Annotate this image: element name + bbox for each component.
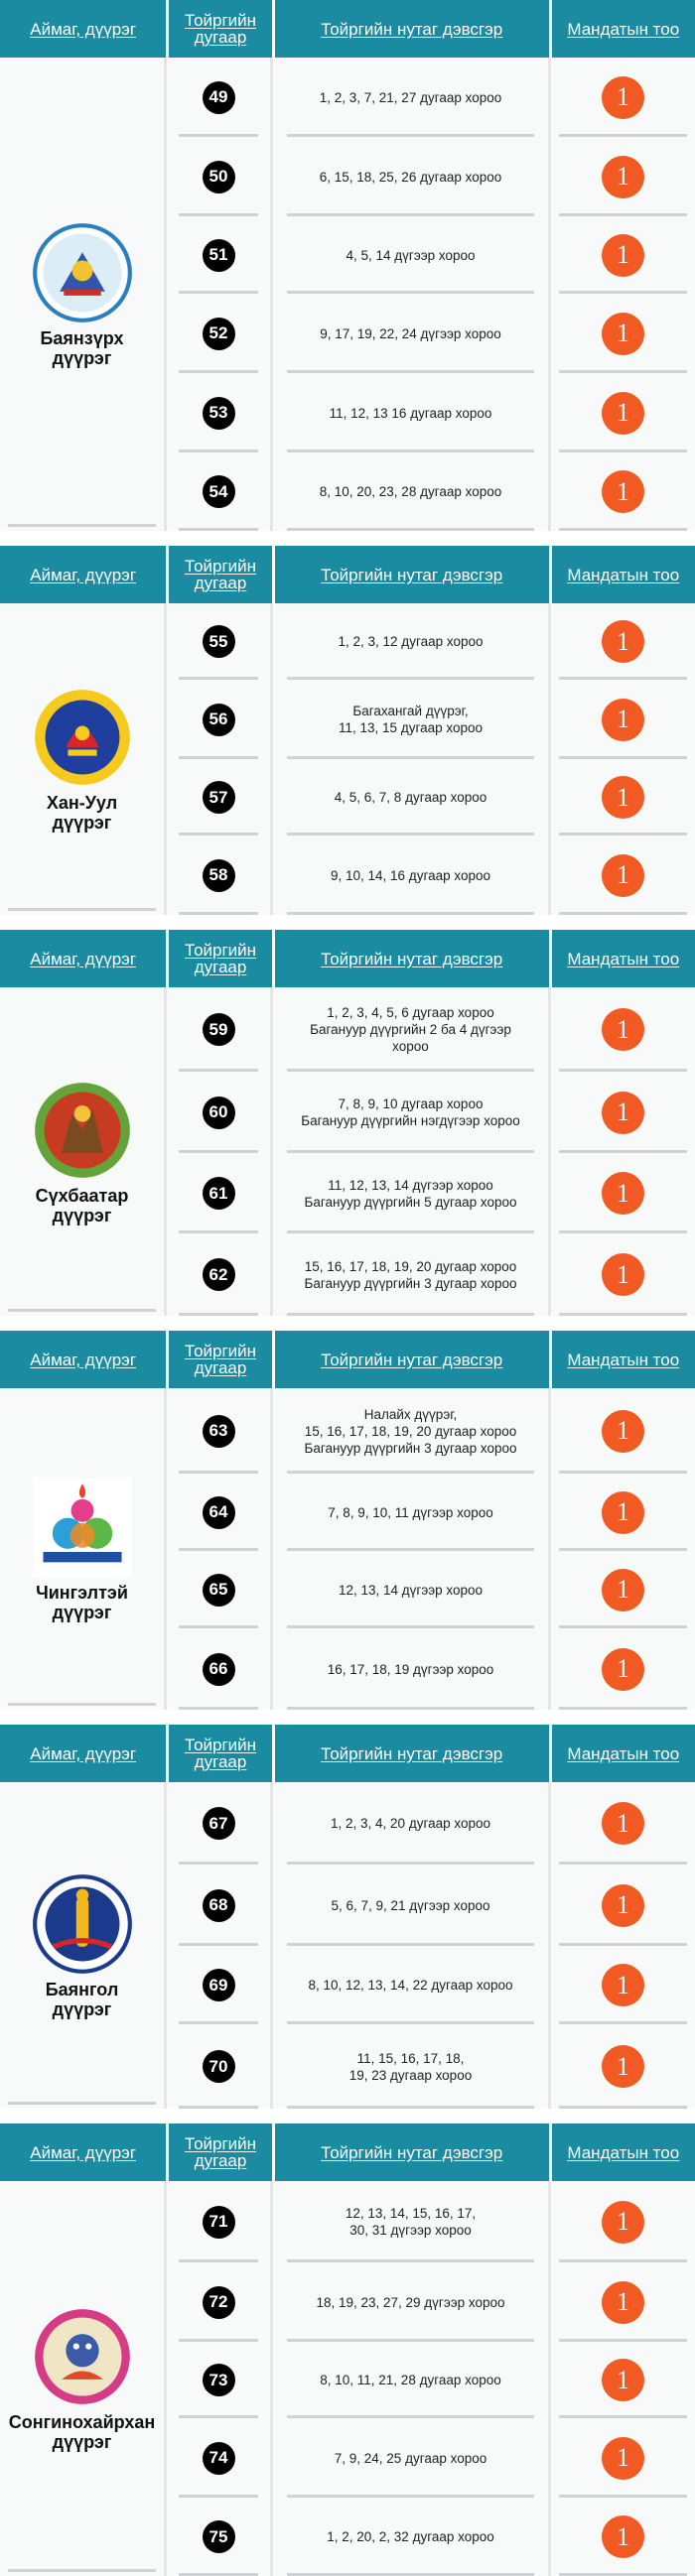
district-cell <box>0 2181 167 2576</box>
mandate-cell <box>551 2024 695 2109</box>
constituency-list <box>167 1782 695 2109</box>
mandate-count-badge: 1 <box>602 1569 644 1611</box>
number-cell <box>167 1072 273 1153</box>
mandate-cell <box>551 1628 695 1710</box>
divider <box>559 1707 687 1710</box>
mandate-count-badge: 1 <box>602 2281 644 2324</box>
table-row <box>167 294 695 373</box>
header-aimag-district[interactable]: Аймаг, дүүрэг <box>30 1743 137 1763</box>
constituency-number: 75 <box>203 2520 235 2553</box>
mandate-cell <box>551 216 695 294</box>
area-cell <box>273 2498 551 2576</box>
constituency-area: 1, 2, 3, 4, 5, 6 дугаар хороо Багануур дүүргийн 2 ба 4 дүгээр хороо <box>310 1005 511 1054</box>
header-constituency-area[interactable]: Тойргийн нутаг дэвсгэр <box>321 1350 503 1369</box>
mandate-count-badge: 1 <box>602 2437 644 2480</box>
mandate-count-badge: 1 <box>602 1172 644 1215</box>
constituency-number: 68 <box>203 1889 235 1922</box>
table-row <box>167 836 695 915</box>
header-mandate-count[interactable]: Мандатын тоо <box>567 565 680 584</box>
divider <box>287 912 534 915</box>
district-body <box>0 603 695 915</box>
table-row <box>167 1551 695 1628</box>
table-row <box>167 2342 695 2418</box>
table-row <box>167 1072 695 1153</box>
mandate-count-badge: 1 <box>602 1802 644 1845</box>
district-cell <box>0 603 167 915</box>
divider <box>8 2102 156 2105</box>
table-row <box>167 452 695 531</box>
area-cell <box>273 603 551 680</box>
table-row <box>167 216 695 294</box>
section-gap <box>0 531 695 546</box>
constituency-area: 8, 10, 11, 21, 28 дугаар хороо <box>320 2373 501 2387</box>
number-cell <box>167 1946 273 2024</box>
mandate-cell <box>551 1946 695 2024</box>
table-header <box>0 1331 695 1388</box>
district-body <box>0 58 695 531</box>
area-cell <box>273 1153 551 1233</box>
constituency-area: 7, 9, 24, 25 дугаар хороо <box>334 2450 487 2466</box>
header-constituency-number[interactable]: Тойргийн дугаар <box>185 1342 257 1377</box>
header-mandate-count[interactable]: Мандатын тоо <box>567 19 680 39</box>
constituency-area: 5, 6, 7, 9, 21 дүгээр хороо <box>331 1897 490 1913</box>
constituency-number: 59 <box>203 1013 235 1046</box>
area-cell <box>273 1865 551 1946</box>
divider <box>287 1707 534 1710</box>
number-cell <box>167 1153 273 1233</box>
constituency-area: 9, 17, 19, 22, 24 дүгээр хороо <box>320 325 501 341</box>
divider <box>8 1703 156 1706</box>
table-row <box>167 1153 695 1233</box>
mandate-count-badge: 1 <box>602 2045 644 2088</box>
mandate-cell <box>551 987 695 1072</box>
table-row <box>167 137 695 216</box>
mandate-cell <box>551 1551 695 1628</box>
constituency-number: 61 <box>203 1177 235 1210</box>
constituency-number: 49 <box>203 81 235 114</box>
constituency-number: 64 <box>203 1496 235 1529</box>
divider <box>559 528 687 531</box>
table-row <box>167 1233 695 1316</box>
header-mandate-count[interactable]: Мандатын тоо <box>567 2142 680 2162</box>
constituency-area: 8, 10, 12, 13, 14, 22 дугаар хороо <box>308 1978 513 1993</box>
table-row <box>167 1388 695 1474</box>
mandate-count-badge: 1 <box>602 470 644 513</box>
mandate-cell <box>551 1072 695 1153</box>
district-body <box>0 1782 695 2109</box>
mandate-cell <box>551 603 695 680</box>
mandate-cell <box>551 1865 695 1946</box>
constituency-list <box>167 1388 695 1710</box>
number-cell <box>167 452 273 531</box>
constituency-area: 1, 2, 3, 4, 20 дугаар хороо <box>331 1816 490 1831</box>
table-row <box>167 1628 695 1710</box>
divider <box>287 2106 534 2109</box>
district-emblem-icon <box>31 1872 134 1976</box>
constituency-area: Багахангай дүүрэг, 11, 13, 15 дугаар хороо <box>339 704 483 735</box>
area-cell <box>273 759 551 836</box>
section-gap <box>0 2109 695 2124</box>
table-row <box>167 2181 695 2262</box>
district-cell <box>0 1388 167 1710</box>
area-cell <box>273 294 551 373</box>
constituency-area: 16, 17, 18, 19 дүгээр хороо <box>327 1661 494 1677</box>
area-cell <box>273 1628 551 1710</box>
number-cell <box>167 836 273 915</box>
area-cell <box>273 137 551 216</box>
constituency-number: 66 <box>203 1653 235 1686</box>
constituency-number: 58 <box>203 859 235 892</box>
constituency-number: 67 <box>203 1807 235 1840</box>
mandate-cell <box>551 2262 695 2342</box>
header-aimag-district[interactable]: Аймаг, дүүрэг <box>30 1350 137 1369</box>
table-header <box>0 546 695 603</box>
area-cell <box>273 373 551 452</box>
divider <box>8 2569 156 2572</box>
constituency-list <box>167 58 695 531</box>
number-cell <box>167 1782 273 1865</box>
header-aimag-district[interactable]: Аймаг, дүүрэг <box>30 2142 137 2162</box>
table-row <box>167 373 695 452</box>
number-cell <box>167 1628 273 1710</box>
area-cell <box>273 1233 551 1316</box>
district-emblem-icon <box>31 221 134 324</box>
constituency-area: 1, 2, 3, 12 дугаар хороо <box>338 634 484 649</box>
district-emblem-icon <box>31 1476 134 1579</box>
constituency-list <box>167 987 695 1316</box>
district-section <box>0 546 695 930</box>
district-emblem-icon <box>31 2305 134 2408</box>
divider <box>179 1707 258 1710</box>
number-cell <box>167 58 273 137</box>
area-cell <box>273 680 551 759</box>
area-cell <box>273 452 551 531</box>
section-gap <box>0 1316 695 1331</box>
header-constituency-area[interactable]: Тойргийн нутаг дэвсгэр <box>321 949 503 968</box>
number-cell <box>167 987 273 1072</box>
constituency-number: 53 <box>203 397 235 430</box>
constituency-area: 7, 8, 9, 10 дугаар хороо Багануур дүүргийн нэгдүгээр хороо <box>301 1096 520 1128</box>
divider <box>559 1313 687 1316</box>
area-cell <box>273 1551 551 1628</box>
table-row <box>167 1474 695 1551</box>
divider <box>287 528 534 531</box>
table-header <box>0 1725 695 1782</box>
constituency-number: 69 <box>203 1969 235 2001</box>
table-header <box>0 2124 695 2181</box>
number-cell <box>167 2262 273 2342</box>
header-constituency-number[interactable]: Тойргийн дугаар <box>185 11 257 47</box>
constituency-area: 6, 15, 18, 25, 26 дугаар хороо <box>319 169 502 185</box>
district-name: Баянгол дүүрэг <box>45 1979 119 2019</box>
header-constituency-area[interactable]: Тойргийн нутаг дэвсгэр <box>321 2142 503 2162</box>
district-name: Хан-Уул дүүрэг <box>46 793 118 833</box>
constituency-number: 74 <box>203 2442 235 2475</box>
mandate-cell <box>551 1388 695 1474</box>
constituency-area: 9, 10, 14, 16 дугаар хороо <box>331 867 490 883</box>
district-body <box>0 1388 695 1710</box>
constituency-number: 72 <box>203 2286 235 2319</box>
area-cell <box>273 2181 551 2262</box>
mandate-cell <box>551 680 695 759</box>
mandate-count-badge: 1 <box>602 1491 644 1534</box>
constituency-number: 73 <box>203 2364 235 2396</box>
district-body <box>0 2181 695 2576</box>
mandate-cell <box>551 373 695 452</box>
number-cell <box>167 2418 273 2498</box>
divider <box>179 2106 258 2109</box>
mandate-count-badge: 1 <box>602 1008 644 1051</box>
district-body <box>0 987 695 1316</box>
constituency-number: 54 <box>203 475 235 508</box>
district-cell <box>0 987 167 1316</box>
constituency-area: Налайх дүүрэг, 15, 16, 17, 18, 19, 20 дугаар хороо Багануур дүүргийн 3 дугаар хороо <box>304 1406 517 1456</box>
area-cell <box>273 216 551 294</box>
constituency-area: 7, 8, 9, 10, 11 дүгээр хороо <box>328 1504 493 1520</box>
mandate-count-badge: 1 <box>602 2201 644 2244</box>
mandate-count-badge: 1 <box>602 392 644 435</box>
mandate-count-badge: 1 <box>602 1964 644 2006</box>
constituency-area: 4, 5, 14 дүгээр хороо <box>346 247 476 263</box>
header-mandate-count[interactable]: Мандатын тоо <box>567 1350 680 1369</box>
mandate-cell <box>551 759 695 836</box>
mandate-count-badge: 1 <box>602 1253 644 1296</box>
header-constituency-number[interactable]: Тойргийн дугаар <box>185 557 257 592</box>
area-cell <box>273 2342 551 2418</box>
mandate-count-badge: 1 <box>602 620 644 663</box>
table-row <box>167 1865 695 1946</box>
area-cell <box>273 2418 551 2498</box>
constituency-number: 60 <box>203 1096 235 1129</box>
constituency-area: 11, 12, 13 16 дугаар хороо <box>329 405 492 421</box>
constituency-area: 1, 2, 20, 2, 32 дугаар хороо <box>327 2529 494 2544</box>
header-aimag-district[interactable]: Аймаг, дүүрэг <box>30 19 137 39</box>
table-row <box>167 603 695 680</box>
header-mandate-count[interactable]: Мандатын тоо <box>567 1743 680 1763</box>
divider <box>8 1309 156 1312</box>
table-row <box>167 1946 695 2024</box>
divider <box>179 912 258 915</box>
table-header <box>0 930 695 987</box>
header-constituency-area[interactable]: Тойргийн нутаг дэвсгэр <box>321 1743 503 1763</box>
constituency-number: 55 <box>203 625 235 658</box>
constituency-area: 18, 19, 23, 27, 29 дүгээр хороо <box>316 2294 505 2310</box>
constituency-number: 56 <box>203 704 235 736</box>
constituency-number: 51 <box>203 239 235 272</box>
mandate-cell <box>551 1782 695 1865</box>
constituency-area: 15, 16, 17, 18, 19, 20 дугаар хороо Багануур дүүргийн 3 дугаар хороо <box>304 1258 517 1291</box>
mandate-count-badge: 1 <box>602 156 644 198</box>
mandate-cell <box>551 58 695 137</box>
constituency-number: 57 <box>203 781 235 814</box>
district-name: Сүхбаатар дүүрэг <box>35 1185 129 1225</box>
constituency-number: 71 <box>203 2206 235 2239</box>
mandate-count-badge: 1 <box>602 699 644 741</box>
header-constituency-area[interactable]: Тойргийн нутаг дэвсгэр <box>321 19 503 39</box>
header-constituency-area[interactable]: Тойргийн нутаг дэвсгэр <box>321 565 503 584</box>
number-cell <box>167 137 273 216</box>
mandate-cell <box>551 294 695 373</box>
mandate-count-badge: 1 <box>602 1884 644 1927</box>
mandate-count-badge: 1 <box>602 1092 644 1134</box>
number-cell <box>167 1233 273 1316</box>
district-name: Сонгинохайрхан дүүрэг <box>8 2412 156 2452</box>
area-cell <box>273 836 551 915</box>
number-cell <box>167 1388 273 1474</box>
district-section <box>0 1725 695 2124</box>
number-cell <box>167 216 273 294</box>
area-cell <box>273 1946 551 2024</box>
header-constituency-number[interactable]: Тойргийн дугаар <box>185 2134 257 2170</box>
number-cell <box>167 603 273 680</box>
table-header <box>0 0 695 58</box>
divider <box>287 1313 534 1316</box>
number-cell <box>167 2342 273 2418</box>
mandate-cell <box>551 2342 695 2418</box>
constituency-area: 11, 12, 13, 14 дүгээр хороо Багануур дүүргийн 5 дугаар хороо <box>304 1177 517 1210</box>
header-aimag-district[interactable]: Аймаг, дүүрэг <box>30 565 137 584</box>
area-cell <box>273 1782 551 1865</box>
area-cell <box>273 58 551 137</box>
mandate-cell <box>551 2181 695 2262</box>
area-cell <box>273 1388 551 1474</box>
district-name: Чингэлтэй дүүрэг <box>36 1583 128 1622</box>
header-aimag-district[interactable]: Аймаг, дүүрэг <box>30 949 137 968</box>
constituency-number: 65 <box>203 1574 235 1607</box>
area-cell <box>273 1474 551 1551</box>
number-cell <box>167 759 273 836</box>
number-cell <box>167 2181 273 2262</box>
area-cell <box>273 2262 551 2342</box>
header-constituency-number[interactable]: Тойргийн дугаар <box>185 941 257 976</box>
area-cell <box>273 1072 551 1153</box>
constituency-area: 4, 5, 6, 7, 8 дугаар хороо <box>334 790 487 805</box>
constituency-number: 52 <box>203 318 235 350</box>
mandate-count-badge: 1 <box>602 1410 644 1453</box>
table-row <box>167 2418 695 2498</box>
mandate-count-badge: 1 <box>602 2359 644 2401</box>
number-cell <box>167 1551 273 1628</box>
district-cell <box>0 1782 167 2109</box>
table-row <box>167 759 695 836</box>
mandate-count-badge: 1 <box>602 1648 644 1691</box>
mandate-count-badge: 1 <box>602 76 644 119</box>
mandate-count-badge: 1 <box>602 234 644 277</box>
number-cell <box>167 373 273 452</box>
divider <box>179 1313 258 1316</box>
mandate-count-badge: 1 <box>602 313 644 355</box>
divider <box>179 528 258 531</box>
mandate-cell <box>551 137 695 216</box>
district-name: Баянзүрх дүүрэг <box>40 327 124 368</box>
number-cell <box>167 2024 273 2109</box>
mandate-cell <box>551 836 695 915</box>
table-row <box>167 58 695 137</box>
number-cell <box>167 680 273 759</box>
constituency-number: 70 <box>203 2050 235 2083</box>
constituency-list <box>167 2181 695 2576</box>
district-cell <box>0 58 167 531</box>
header-constituency-number[interactable]: Тойргийн дугаар <box>185 1736 257 1771</box>
constituency-number: 50 <box>203 161 235 193</box>
mandate-count-badge: 1 <box>602 2515 644 2558</box>
table-row <box>167 2262 695 2342</box>
constituency-list <box>167 603 695 915</box>
table-row <box>167 987 695 1072</box>
divider <box>8 908 156 911</box>
table-row <box>167 1782 695 1865</box>
number-cell <box>167 1865 273 1946</box>
number-cell <box>167 1474 273 1551</box>
header-mandate-count[interactable]: Мандатын тоо <box>567 949 680 968</box>
number-cell <box>167 2498 273 2576</box>
divider <box>8 524 156 527</box>
constituency-area: 1, 2, 3, 7, 21, 27 дугаар хороо <box>319 89 502 105</box>
section-gap <box>0 1710 695 1725</box>
district-section <box>0 930 695 1331</box>
mandate-count-badge: 1 <box>602 776 644 819</box>
table-row <box>167 2024 695 2109</box>
district-section <box>0 1331 695 1725</box>
mandate-cell <box>551 1153 695 1233</box>
constituency-number: 62 <box>203 1258 235 1291</box>
mandate-count-badge: 1 <box>602 854 644 897</box>
constituency-area: 11, 15, 16, 17, 18, 19, 23 дугаар хороо <box>348 2050 473 2083</box>
constituency-area: 12, 13, 14 дүгээр хороо <box>338 1582 484 1598</box>
district-emblem-icon <box>31 686 134 789</box>
mandate-cell <box>551 2418 695 2498</box>
district-section <box>0 0 695 546</box>
divider <box>559 2106 687 2109</box>
mandate-cell <box>551 1474 695 1551</box>
mandate-cell <box>551 1233 695 1316</box>
area-cell <box>273 2024 551 2109</box>
table-row <box>167 2498 695 2576</box>
constituency-number: 63 <box>203 1415 235 1448</box>
district-emblem-icon <box>31 1079 134 1182</box>
area-cell <box>273 987 551 1072</box>
constituency-area: 8, 10, 20, 23, 28 дугаар хороо <box>319 484 502 499</box>
mandate-cell <box>551 452 695 531</box>
table-row <box>167 680 695 759</box>
mandate-cell <box>551 2498 695 2576</box>
constituency-area: 12, 13, 14, 15, 16, 17, 30, 31 дүгээр хороо <box>345 2206 477 2238</box>
section-gap <box>0 915 695 930</box>
district-section <box>0 2124 695 2576</box>
number-cell <box>167 294 273 373</box>
divider <box>559 912 687 915</box>
